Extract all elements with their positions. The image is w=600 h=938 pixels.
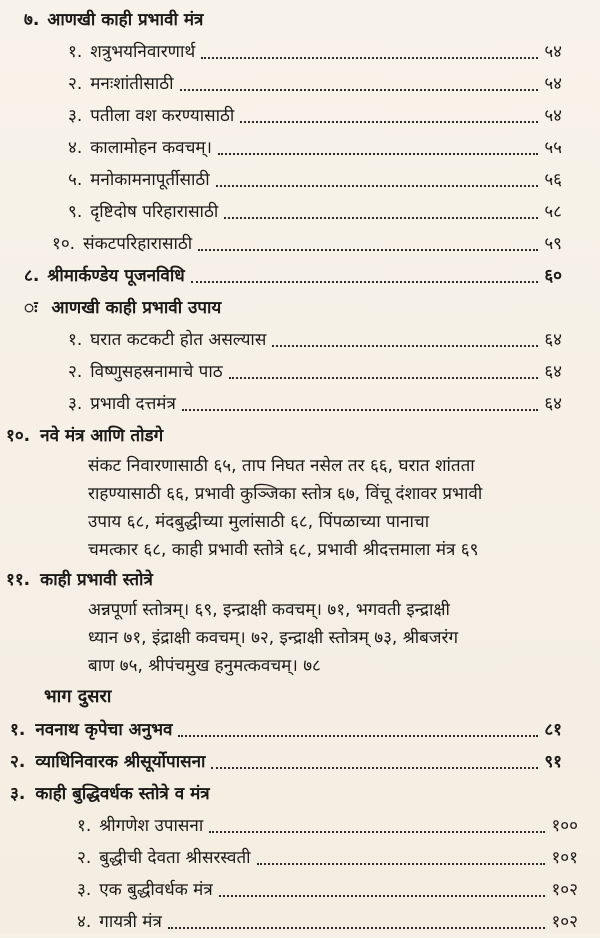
entry-number: ५. (68, 170, 83, 190)
paragraph-line: संकट निवारणासाठी ६५, ताप निघत नसेल तर ६६, घरात शांतता (88, 456, 475, 476)
entry-number: १. (10, 720, 26, 740)
toc-entry[interactable] (0, 196, 600, 228)
toc-entry[interactable] (0, 356, 600, 388)
paragraph-line: अन्नपूर्णा स्तोत्रम्। ६९, इन्द्राक्षी कवचम्। ७१, भगवती इन्द्राक्षी (88, 600, 450, 620)
dot-leader (191, 281, 539, 283)
section-number: ३. (10, 784, 26, 804)
entry-number: १. (77, 816, 92, 836)
entry-page: ६४ (544, 394, 562, 414)
entry-title: पतीला वश करण्यासाठी (90, 106, 235, 126)
dot-leader (240, 121, 538, 123)
entry-title: एक बुद्धीवर्धक मंत्र (99, 880, 213, 900)
dot-leader (178, 735, 538, 737)
entry-number: ३. (68, 106, 83, 126)
entry-page: ८१ (544, 720, 562, 740)
paragraph-line: बाण ७५, श्रीपंचमुख हनुमत्कवचम्। ७८ (88, 656, 321, 676)
dot-leader (211, 767, 538, 769)
section-title: काही प्रभावी स्तोत्रे (40, 570, 153, 590)
entry-number: ४. (68, 138, 83, 158)
entry-page: १०१ (551, 848, 578, 868)
entry-page: ६४ (544, 330, 562, 350)
entry-number: ४. (77, 912, 92, 932)
section-heading (0, 564, 600, 596)
toc-entry[interactable] (0, 714, 600, 746)
dot-leader (180, 89, 539, 91)
entry-page: ५४ (544, 74, 562, 94)
section-number: ८. (24, 266, 40, 286)
entry-page: १०० (551, 816, 578, 836)
entry-title: बुद्धीची देवता श्रीसरस्वती (99, 848, 251, 868)
paragraph-line: राहण्यासाठी ६६, प्रभावी कुञ्जिका स्तोत्र ६७, विंचू दंशावर प्रभावी (88, 484, 483, 504)
paragraph-line: उपाय ६८, मंदबुद्धीच्या मुलांसाठी ६८, पिंपळाच्या पानाचा (88, 512, 430, 532)
dot-leader (168, 927, 546, 929)
entry-number: ३. (68, 394, 83, 414)
entry-title: नवनाथ कृपेचा अनुभव (35, 720, 173, 740)
entry-title: दृष्टिदोष परिहारासाठी (90, 202, 219, 222)
entry-page: ९१ (544, 752, 562, 772)
toc-entry[interactable] (0, 260, 600, 292)
entry-page: ५५ (544, 138, 562, 158)
toc-entry[interactable] (0, 324, 600, 356)
dot-leader (257, 863, 546, 865)
entry-page: ६४ (544, 362, 562, 382)
section-paragraph (0, 452, 600, 564)
dot-leader (182, 409, 538, 411)
dot-leader (218, 153, 538, 155)
entry-number: २. (77, 848, 92, 868)
toc-entry[interactable] (0, 36, 600, 68)
entry-number: ९. (68, 202, 83, 222)
entry-title: शत्रुभयनिवारणार्थ (90, 42, 196, 62)
toc-entry[interactable] (0, 228, 600, 260)
entry-title: मनोकामनापूर्तीसाठी (90, 170, 210, 190)
entry-title: श्रीगणेश उपासना (99, 816, 204, 836)
entry-title: गायत्री मंत्र (99, 912, 162, 932)
entry-number: २. (68, 74, 83, 94)
section-title: श्रीमार्कण्डेय पूजनविधि (47, 266, 185, 286)
entry-page: ५४ (544, 106, 562, 126)
toc-entry[interactable] (0, 874, 600, 906)
dot-leader (224, 217, 538, 219)
part-heading: भाग दुसरा (44, 686, 112, 707)
entry-page: ६० (544, 266, 562, 286)
toc-entry[interactable] (0, 100, 600, 132)
entry-title: व्याधिनिवारक श्रीसूर्योपासना (35, 752, 206, 772)
section-paragraph (0, 596, 600, 680)
toc-entry[interactable] (0, 68, 600, 100)
entry-number: १. (68, 330, 83, 350)
toc-entry[interactable] (0, 388, 600, 420)
entry-page: ५९ (544, 234, 562, 254)
section-number: ७. (24, 10, 40, 30)
entry-number: १०. (52, 234, 76, 254)
section-heading (0, 292, 600, 324)
entry-page: ५८ (544, 202, 562, 222)
paragraph-line: ध्यान ७१, इंद्राक्षी कवचम्। ७२, इन्द्राक्षी स्तोत्रम् ७३, श्रीबजरंग (88, 628, 459, 648)
dot-leader (272, 345, 538, 347)
entry-title: कालामोहन कवचम्। (90, 138, 212, 158)
entry-title: संकटपरिहारासाठी (83, 234, 193, 254)
section-title: काही बुद्धिवर्धक स्तोत्रे व मंत्र (35, 784, 210, 804)
dot-leader (216, 185, 539, 187)
toc-entry[interactable] (0, 842, 600, 874)
section-heading (0, 420, 600, 452)
dot-leader (201, 57, 538, 59)
toc-entry[interactable] (0, 810, 600, 842)
entry-number: ३. (77, 880, 92, 900)
dot-leader (198, 249, 538, 251)
entry-page: १०२ (551, 912, 578, 932)
entry-title: प्रभावी दत्तमंत्र (90, 394, 176, 414)
paragraph-line: चमत्कार ६८, काही प्रभावी स्तोत्रे ६८, प्रभावी श्रीदत्तमाला मंत्र ६९ (88, 540, 479, 560)
section-heading (0, 4, 600, 36)
dot-leader (219, 895, 546, 897)
section-title: आणखी काही प्रभावी उपाय (51, 298, 222, 318)
toc-entry[interactable] (0, 906, 600, 938)
entry-page: ५४ (544, 42, 562, 62)
section-number: १०. (6, 426, 31, 446)
entry-page: १०२ (551, 880, 578, 900)
toc-entry[interactable] (0, 132, 600, 164)
dot-leader (229, 377, 539, 379)
toc-entry[interactable] (0, 164, 600, 196)
section-number: ११. (6, 570, 31, 590)
entry-number: २. (10, 752, 26, 772)
entry-title: मनःशांतीसाठी (90, 74, 174, 94)
section-title: नवे मंत्र आणि तोडगे (40, 426, 164, 446)
entry-title: घरात कटकटी होत असल्यास (90, 330, 267, 350)
dot-leader (209, 831, 545, 833)
entry-number: १. (68, 42, 83, 62)
entry-title: विष्णुसहस्रनामाचे पाठ (90, 362, 223, 382)
section-number: ः (24, 298, 38, 318)
entry-number: २. (68, 362, 83, 382)
section-title: आणखी काही प्रभावी मंत्र (47, 10, 204, 30)
section-heading (0, 778, 600, 810)
toc-entry[interactable] (0, 746, 600, 778)
entry-page: ५६ (544, 170, 562, 190)
